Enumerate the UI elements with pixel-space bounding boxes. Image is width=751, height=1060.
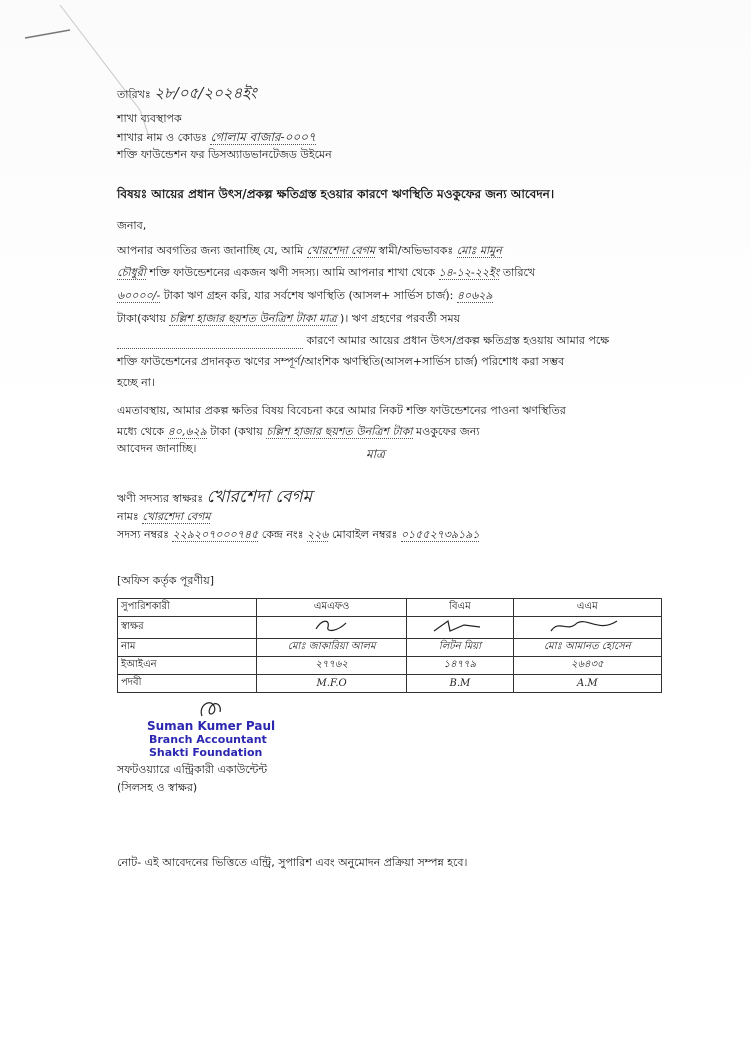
borrower-name-handwritten: খোরশেদা বেগম: [142, 510, 211, 523]
signature-scribble-icon: [312, 617, 352, 635]
body-line-4: [117, 312, 460, 326]
body-line-5: [117, 334, 609, 349]
body-text: আপনার অবগতির জন্য জানাচ্ছি যে, আমি: [117, 244, 304, 257]
body-text: টাকা(কথায়: [117, 312, 166, 325]
mobile-value: ০১৫৫২৭৩৯১৯১: [400, 528, 480, 541]
reason-blank: [117, 334, 303, 349]
center-label: কেন্দ্র নংঃ: [261, 528, 304, 541]
signature-scribble-icon: [430, 617, 490, 635]
body-text: মওকুফের জন্য: [416, 425, 480, 438]
table-cell: ২৭৭৬২: [257, 657, 407, 675]
signature-scribble-icon: [547, 617, 627, 635]
table-header-cell: সুপারিশকারী: [118, 599, 257, 617]
recommendation-table: [117, 598, 662, 693]
accountant-line-1: সফটওয়্যারে এন্ট্রিকারী একাউন্টেন্ট: [117, 763, 268, 776]
signature-label: ঋণী সদস্যর স্বাক্ষরঃ: [117, 492, 204, 505]
loan-date-handwritten: ১৪-১২-২২ইং: [438, 266, 500, 279]
table-row: [118, 617, 662, 639]
body-text: স্বামী/অভিভাবকঃ: [378, 244, 454, 257]
subject-line: বিষয়ঃ আয়ের প্রধান উৎস/প্রকল্প ক্ষতিগ্রস্ত হওয়ার কারণে ঋণস্থিতি মওকুফের জন্য আবেদন।: [117, 187, 555, 201]
borrower-name-line: [117, 510, 210, 524]
guardian-name-handwritten: মোঃ মামুন: [456, 244, 502, 257]
center-value: ২২৬: [306, 528, 329, 541]
branch-label: শাখার নাম ও কোডঃ: [117, 131, 207, 144]
office-caption: [অফিস কর্তৃক পূরণীয়]: [117, 574, 214, 587]
body-text: টাকা (কথায়: [210, 425, 263, 438]
body-text: তারিখে: [502, 266, 536, 279]
organization-name: শক্তি ফাউন্ডেশন ফর ডিসঅ্যাডভানটেজড উইমেন: [117, 148, 332, 161]
name-label: নামঃ: [117, 510, 139, 523]
body-text: শক্তি ফাউন্ডেশনের একজন ঋণী সদস্য। আমি আপনার শাখা থেকে: [149, 266, 436, 279]
body-text: )। ঋণ গ্রহণের পরবর্তী সময়: [340, 312, 461, 325]
row-label: নাম: [118, 639, 257, 657]
seal-org: Shakti Foundation: [149, 746, 263, 759]
borrower-signature-line: [117, 487, 313, 507]
date-value: ২৮/০৫/২০২৪ইং: [154, 84, 257, 102]
balance-words-handwritten: চল্লিশ হাজার ছয়শত উনত্রিশ টাকা মাত্র: [169, 312, 337, 325]
table-header-cell: এএম: [513, 599, 661, 617]
waiver-words-handwritten: চল্লিশ হাজার ছয়শত উনত্রিশ টাকা: [266, 425, 413, 438]
body-text: মধ্যে থেকে: [117, 425, 165, 438]
table-cell: M.F.O: [257, 675, 407, 693]
row-label: স্বাক্ষর: [118, 617, 257, 639]
table-row: [118, 675, 662, 693]
branch-value: গোলাম বাজার-০০০৭: [210, 130, 316, 144]
body-line-10: আবেদন জানাচ্ছি।: [117, 442, 197, 455]
date-line: [117, 86, 257, 102]
table-row: [118, 639, 662, 657]
am-signature: [513, 617, 661, 639]
body-line-6: শক্তি ফাউন্ডেশনের প্রদানকৃত ঋণের সম্পূর্ণ/আংশিক ঋণস্থিতি(আসল+সার্ভিস চার্জ) পরিশোধ করা সম্ভব: [117, 355, 565, 368]
body-line-7: হচ্ছে না।: [117, 376, 155, 389]
branch-line: [117, 130, 316, 145]
table-cell: মোঃ আমানত হোসেন: [513, 639, 661, 657]
accountant-line-2: (সিলসহ ও স্বাক্ষর): [117, 781, 198, 794]
date-label: তারিখঃ: [117, 88, 151, 101]
body-text: কারণে আমার আয়ের প্রধান উৎস/প্রকল্প ক্ষতিগ্রস্ত হওয়ায় আমার পক্ষে: [306, 334, 610, 347]
guardian-name-2-handwritten: চৌধুরী: [117, 266, 146, 279]
row-label: পদবী: [118, 675, 257, 693]
table-cell: মোঃ জাকারিয়া আলম: [257, 639, 407, 657]
loan-amount-handwritten: ৬০০০০/-: [117, 289, 161, 302]
mobile-label: মোবাইল নম্বরঃ: [331, 528, 398, 541]
body-line-9: [117, 425, 480, 439]
accountant-seal: [147, 720, 275, 759]
table-row: [118, 657, 662, 675]
mfo-signature: [257, 617, 407, 639]
waiver-amount-handwritten: ৪০,৬২৯: [167, 425, 207, 438]
table-cell: লিটন মিয়া: [407, 639, 513, 657]
body-line-8: এমতাবস্থায়, আমার প্রকল্প ক্ষতির বিষয় বিবেচনা করে আমার নিকট শক্তি ফাউন্ডেশনের পাওনা ঋণস্থিতির: [117, 404, 566, 417]
bm-signature: [407, 617, 513, 639]
member-info-line: [117, 528, 479, 542]
member-no-value: ২২৯২০৭০০০৭৪৫: [172, 528, 259, 541]
seal-name: Suman Kumer Paul: [147, 719, 276, 733]
member-name-handwritten: খোরশেদা বেগম: [306, 244, 375, 257]
body-line-2: [117, 266, 535, 280]
balance-value-handwritten: ৪০৬২৯: [456, 289, 493, 302]
table-header-cell: এমএফও: [257, 599, 407, 617]
table-cell: B.M: [407, 675, 513, 693]
salutation: জনাব,: [117, 219, 147, 232]
table-header-cell: বিএম: [407, 599, 513, 617]
table-cell: ২৬৪৩৫: [513, 657, 661, 675]
borrower-signature: খোরশেদা বেগম: [206, 487, 313, 507]
member-no-label: সদস্য নম্বরঃ: [117, 528, 169, 541]
table-cell: A.M: [513, 675, 661, 693]
waiver-words-continued: মাত্র: [366, 447, 385, 461]
body-line-1: [117, 244, 502, 258]
seal-title: Branch Accountant: [149, 733, 267, 746]
body-text: টাকা ঋণ গ্রহন করি, যার সর্বশেষ ঋণস্থিতি (আসল+ সার্ভিস চার্জ):: [163, 289, 454, 302]
body-line-3: [117, 289, 493, 303]
row-label: ইআইএন: [118, 657, 257, 675]
table-header-row: [118, 599, 662, 617]
table-cell: ১৪৭৭৯: [407, 657, 513, 675]
addressee: শাখা ব্যবস্থাপক: [117, 112, 182, 125]
footer-note: নোট- এই আবেদনের ভিত্তিতে এন্ট্রি, সুপারিশ এবং অনুমোদন প্রক্রিয়া সম্পন্ন হবে।: [117, 856, 468, 869]
